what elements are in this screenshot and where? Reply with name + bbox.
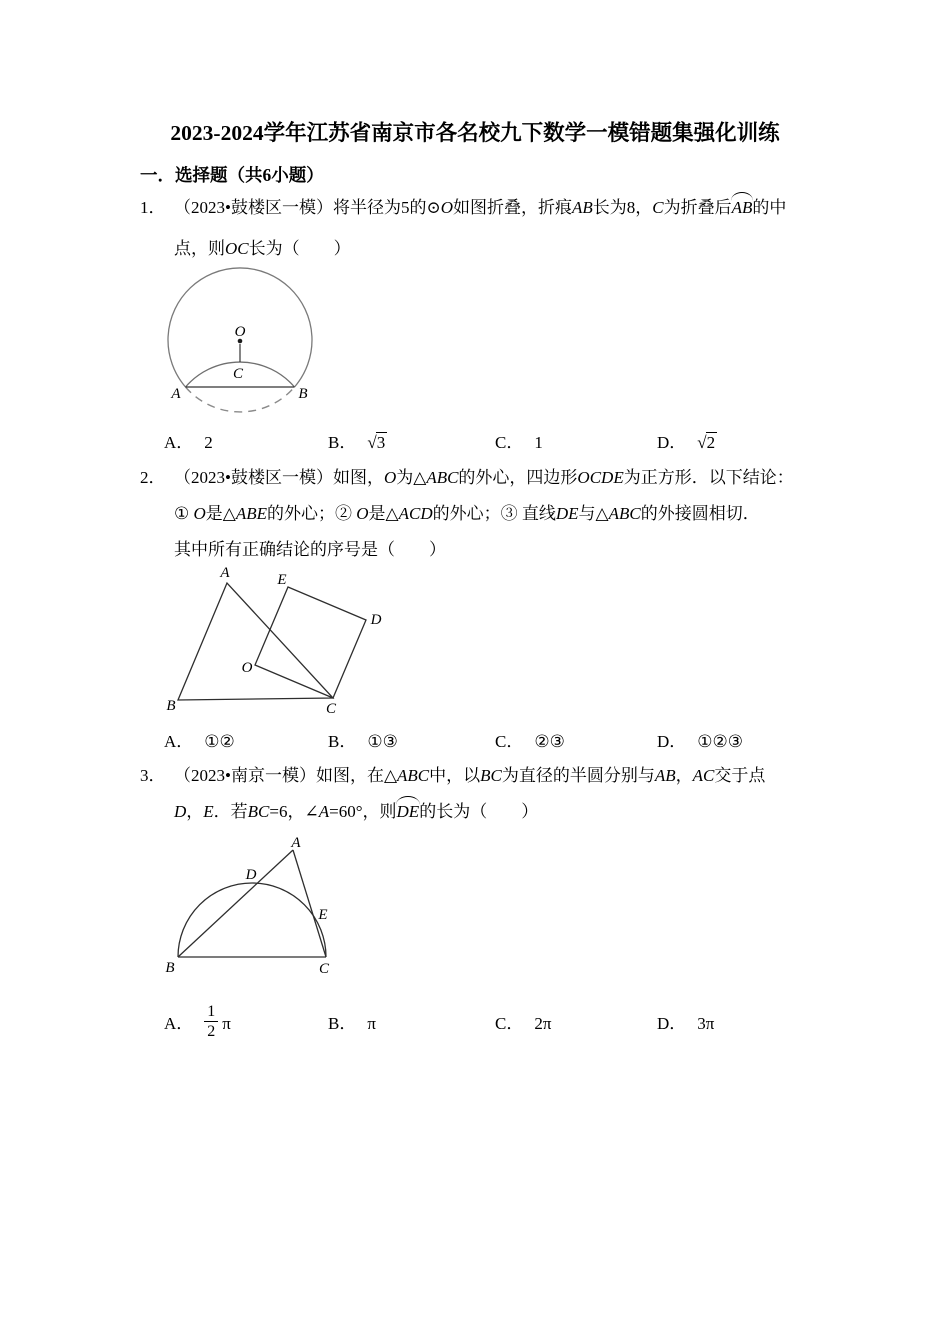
label-D: D (245, 867, 257, 883)
question-1-figure (160, 256, 320, 420)
label-C: C (232, 366, 244, 382)
label-O: O (234, 324, 246, 340)
question-1-option-b: B． √3 (328, 433, 386, 452)
question-2-option-a: A． ①② (164, 732, 235, 751)
document-title: 2023-2024学年江苏省南京市各名校九下数学一模错题集强化训练 (170, 121, 780, 145)
section-heading: 一．选择题（共6小题） (140, 165, 324, 185)
question-1-line-1 (140, 196, 786, 220)
question-3-option-d: D． 3π (657, 1014, 715, 1033)
question-1-text: （2023•鼓楼区一模）将半径为5的⊙O如图折叠，折痕AB长为8，C为折叠后AB的中 (174, 198, 787, 217)
question-2-line-3 (174, 538, 446, 562)
question-3-option-a: A． $\frac{1}{2}$ π (164, 1003, 231, 1041)
label-C: C (318, 961, 330, 977)
label-E: E (277, 572, 287, 588)
question-3-option-b: B． π (328, 1014, 376, 1033)
question-2-figure (155, 560, 395, 720)
question-1-text-cont: 点，则OC长为（ ） (174, 239, 351, 258)
question-2-option-d: D． ①②③ (657, 732, 744, 751)
label-B: B (166, 698, 176, 714)
question-2-option-b: B． ①③ (328, 732, 398, 751)
question-2-text: （2023•鼓楼区一模）如图，O为△ABC的外心，四边形OCDE为正方形．以下结论： (174, 468, 794, 487)
question-2-number: 2． (140, 468, 166, 487)
label-O: O (241, 660, 253, 676)
question-3-line-1 (140, 764, 765, 788)
label-E: E (318, 907, 328, 923)
label-C: C (325, 701, 337, 717)
question-3-line-2 (174, 800, 538, 824)
label-B: B (165, 960, 175, 976)
question-2-line-2 (174, 502, 760, 526)
question-1-option-c: C． 1 (495, 433, 543, 452)
side-AC (293, 850, 326, 957)
semicircle-BC (178, 883, 326, 957)
question-1-option-d: D． √2 (657, 433, 716, 452)
question-3-text-cont: D，E．若BC=6，∠A=60°，则DE的长为（ ） (174, 802, 539, 821)
question-3-number: 3． (140, 766, 166, 785)
label-A: A (171, 386, 181, 402)
square-OCDE (255, 587, 366, 698)
label-B: B (298, 386, 308, 402)
question-2-line-1 (140, 466, 794, 490)
question-3-text: （2023•南京一模）如图，在△ABC中，以BC为直径的半圆分别与AB，AC交于点 (174, 766, 766, 785)
question-2-text-cont2: 其中所有正确结论的序号是（ ） (174, 540, 446, 559)
original-arc-dashed (186, 387, 295, 412)
question-1-option-a: A． 2 (164, 433, 213, 452)
question-2-option-c: C． ②③ (495, 732, 565, 751)
triangle-ABC (178, 583, 333, 700)
question-3-option-c: C． 2π (495, 1014, 552, 1033)
label-A: A (220, 565, 230, 581)
question-1-number: 1． (140, 198, 166, 217)
label-A: A (291, 835, 301, 851)
question-2-text-cont: ① O是△ABE的外心；② O是△ACD的外心；③ 直线DE与△ABC的外接圆相切． (174, 504, 760, 523)
question-3-figure (155, 833, 350, 978)
label-D: D (370, 612, 382, 628)
side-BA (178, 850, 293, 957)
question-3-options (0, 1000, 950, 1046)
